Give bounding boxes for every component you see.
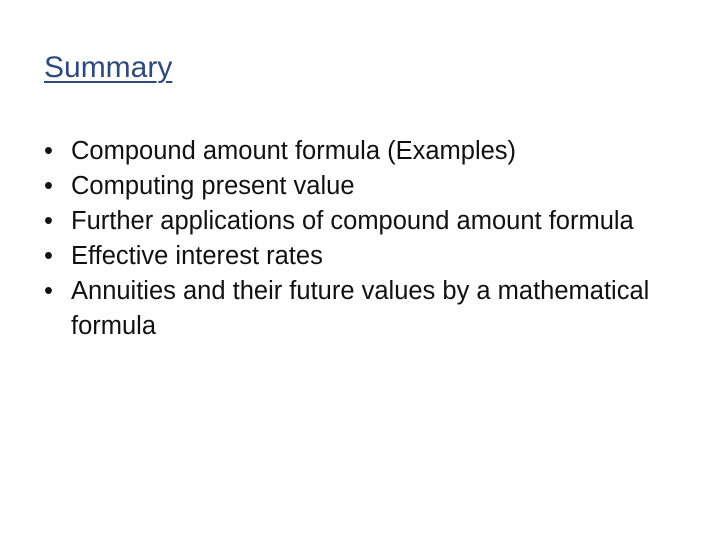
bullet-text: Compound amount formula (Examples) — [71, 137, 517, 165]
bullet-marker: • — [44, 207, 53, 235]
bullet-text: Computing present value — [71, 172, 355, 200]
bullet-marker: • — [44, 277, 53, 305]
bullet-text: Effective interest rates — [71, 242, 323, 270]
bullet-item-1 — [44, 134, 684, 169]
bullet-marker: • — [44, 137, 53, 165]
bullet-marker: • — [44, 172, 53, 200]
bullet-marker: • — [44, 242, 53, 270]
slide-title: Summary — [44, 51, 173, 84]
bullet-item-2 — [44, 169, 684, 204]
bullet-item-4 — [44, 239, 684, 274]
bullet-item-5 — [44, 274, 684, 344]
bullet-text: Further applications of compound amount formula — [71, 207, 634, 235]
bullet-list — [44, 134, 684, 344]
bullet-text: Annuities and their future values by a mathematical formula — [71, 277, 650, 340]
bullet-item-3 — [44, 204, 684, 239]
